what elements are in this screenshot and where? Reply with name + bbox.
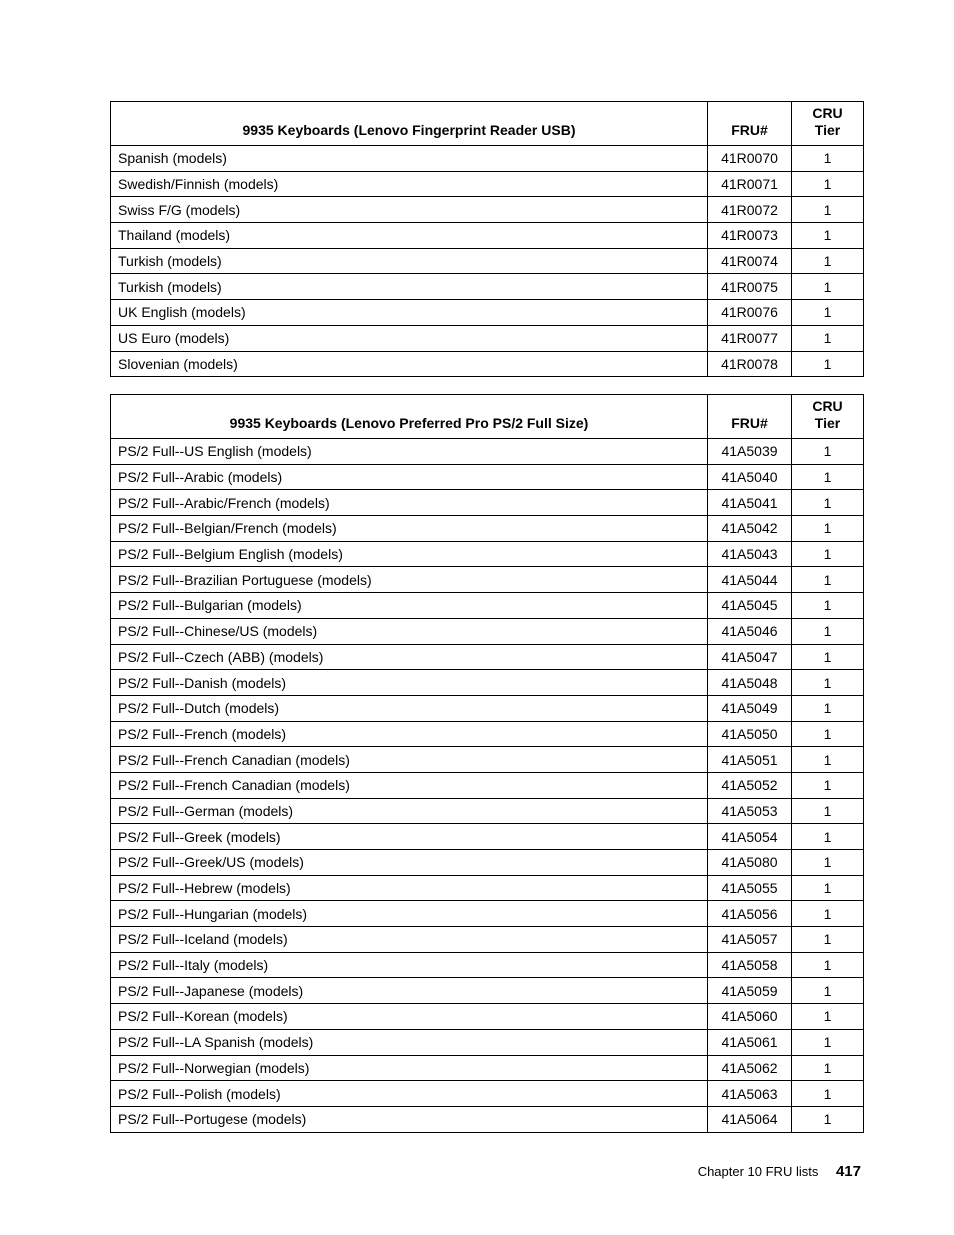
table-row	[111, 747, 864, 773]
table-header-row	[111, 395, 864, 439]
table-row	[111, 171, 864, 197]
table-row	[111, 670, 864, 696]
fru-number-cell: 41R0072	[708, 197, 792, 223]
fru-number-cell: 41R0078	[708, 351, 792, 377]
cru-tier-cell: 1	[792, 593, 864, 619]
table-title: 9935 Keyboards (Lenovo Preferred Pro PS/2 Full Size)	[111, 395, 708, 439]
table-row	[111, 351, 864, 377]
cru-tier-cell: 1	[792, 171, 864, 197]
description-cell: US Euro (models)	[111, 325, 708, 351]
fru-number-cell: 41A5046	[708, 618, 792, 644]
cru-tier-cell: 1	[792, 567, 864, 593]
description-cell: PS/2 Full--Norwegian (models)	[111, 1055, 708, 1081]
cru-tier-cell: 1	[792, 927, 864, 953]
description-cell: PS/2 Full--Dutch (models)	[111, 695, 708, 721]
table-row	[111, 1004, 864, 1030]
cru-tier-cell: 1	[792, 439, 864, 465]
description-cell: PS/2 Full--Brazilian Portuguese (models)	[111, 567, 708, 593]
cru-tier-cell: 1	[792, 952, 864, 978]
fru-number-cell: 41A5051	[708, 747, 792, 773]
fru-number-cell: 41A5054	[708, 824, 792, 850]
cru-tier-cell: 1	[792, 1081, 864, 1107]
cru-tier-cell: 1	[792, 798, 864, 824]
cru-tier-column-header: CRU Tier	[792, 102, 864, 146]
fru-number-cell: 41A5048	[708, 670, 792, 696]
chapter-label: Chapter 10 FRU lists	[697, 1164, 819, 1179]
fru-number-cell: 41A5044	[708, 567, 792, 593]
description-cell: PS/2 Full--Korean (models)	[111, 1004, 708, 1030]
description-cell: Swiss F/G (models)	[111, 197, 708, 223]
fru-number-cell: 41A5041	[708, 490, 792, 516]
cru-tier-cell: 1	[792, 223, 864, 249]
cru-tier-cell: 1	[792, 516, 864, 542]
fru-number-cell: 41A5043	[708, 541, 792, 567]
fru-number-cell: 41R0071	[708, 171, 792, 197]
table-row	[111, 644, 864, 670]
fru-number-cell: 41A5057	[708, 927, 792, 953]
table-row	[111, 721, 864, 747]
table-row	[111, 146, 864, 172]
cru-tier-cell: 1	[792, 824, 864, 850]
description-cell: PS/2 Full--LA Spanish (models)	[111, 1029, 708, 1055]
description-cell: Thailand (models)	[111, 223, 708, 249]
table-row	[111, 772, 864, 798]
description-cell: PS/2 Full--Belgium English (models)	[111, 541, 708, 567]
table-row	[111, 798, 864, 824]
table-row	[111, 978, 864, 1004]
table-row	[111, 927, 864, 953]
cru-tier-cell: 1	[792, 490, 864, 516]
fru-number-cell: 41A5080	[708, 850, 792, 876]
cru-tier-cell: 1	[792, 721, 864, 747]
cru-tier-cell: 1	[792, 772, 864, 798]
table-row	[111, 875, 864, 901]
description-cell: PS/2 Full--Polish (models)	[111, 1081, 708, 1107]
table-row	[111, 490, 864, 516]
cru-tier-column-header: CRU Tier	[792, 395, 864, 439]
fru-number-cell: 41A5052	[708, 772, 792, 798]
cru-tier-cell: 1	[792, 197, 864, 223]
table-row	[111, 901, 864, 927]
cru-tier-cell: 1	[792, 1004, 864, 1030]
fru-number-cell: 41A5056	[708, 901, 792, 927]
description-cell: PS/2 Full--Iceland (models)	[111, 927, 708, 953]
table-row	[111, 1081, 864, 1107]
table-row	[111, 439, 864, 465]
cru-tier-cell: 1	[792, 901, 864, 927]
description-cell: PS/2 Full--Japanese (models)	[111, 978, 708, 1004]
table-row	[111, 516, 864, 542]
fru-number-cell: 41A5059	[708, 978, 792, 1004]
table-row	[111, 695, 864, 721]
table-row	[111, 1106, 864, 1132]
description-cell: PS/2 Full--Czech (ABB) (models)	[111, 644, 708, 670]
description-cell: PS/2 Full--Chinese/US (models)	[111, 618, 708, 644]
fru-number-cell: 41A5049	[708, 695, 792, 721]
description-cell: PS/2 Full--Belgian/French (models)	[111, 516, 708, 542]
description-cell: PS/2 Full--French (models)	[111, 721, 708, 747]
table-row	[111, 567, 864, 593]
description-cell: PS/2 Full--Portugese (models)	[111, 1106, 708, 1132]
description-cell: Swedish/Finnish (models)	[111, 171, 708, 197]
table-row	[111, 824, 864, 850]
cru-tier-cell: 1	[792, 1055, 864, 1081]
description-cell: PS/2 Full--Danish (models)	[111, 670, 708, 696]
description-cell: PS/2 Full--French Canadian (models)	[111, 772, 708, 798]
cru-tier-cell: 1	[792, 670, 864, 696]
table-row	[111, 248, 864, 274]
cru-tier-cell: 1	[792, 1106, 864, 1132]
fru-number-cell: 41R0077	[708, 325, 792, 351]
table-row	[111, 593, 864, 619]
cru-tier-cell: 1	[792, 695, 864, 721]
fru-number-cell: 41A5039	[708, 439, 792, 465]
cru-tier-cell: 1	[792, 875, 864, 901]
cru-tier-cell: 1	[792, 978, 864, 1004]
table-row	[111, 1029, 864, 1055]
fru-number-cell: 41R0074	[708, 248, 792, 274]
fru-number-cell: 41A5053	[708, 798, 792, 824]
table-row	[111, 325, 864, 351]
cru-tier-cell: 1	[792, 248, 864, 274]
fru-number-cell: 41A5047	[708, 644, 792, 670]
fru-number-cell: 41A5061	[708, 1029, 792, 1055]
cru-tier-cell: 1	[792, 850, 864, 876]
fru-number-cell: 41A5064	[708, 1106, 792, 1132]
table-title: 9935 Keyboards (Lenovo Fingerprint Reader USB)	[111, 102, 708, 146]
table-row	[111, 952, 864, 978]
fru-number-cell: 41R0070	[708, 146, 792, 172]
description-cell: Slovenian (models)	[111, 351, 708, 377]
description-cell: PS/2 Full--Hebrew (models)	[111, 875, 708, 901]
page-footer	[698, 1163, 861, 1180]
cru-tier-cell: 1	[792, 464, 864, 490]
cru-tier-cell: 1	[792, 644, 864, 670]
description-cell: Spanish (models)	[111, 146, 708, 172]
fru-table-preferred-pro-ps2	[110, 394, 864, 1133]
cru-tier-cell: 1	[792, 300, 864, 326]
fru-column-header: FRU#	[708, 102, 792, 146]
fru-number-cell: 41A5040	[708, 464, 792, 490]
table-header-row	[111, 102, 864, 146]
description-cell: PS/2 Full--US English (models)	[111, 439, 708, 465]
fru-number-cell: 41A5042	[708, 516, 792, 542]
table-row	[111, 618, 864, 644]
fru-number-cell: 41A5050	[708, 721, 792, 747]
cru-tier-cell: 1	[792, 541, 864, 567]
cru-tier-cell: 1	[792, 1029, 864, 1055]
table-row	[111, 1055, 864, 1081]
description-cell: PS/2 Full--German (models)	[111, 798, 708, 824]
description-cell: Turkish (models)	[111, 274, 708, 300]
cru-tier-cell: 1	[792, 747, 864, 773]
description-cell: PS/2 Full--Arabic (models)	[111, 464, 708, 490]
cru-tier-cell: 1	[792, 274, 864, 300]
description-cell: PS/2 Full--French Canadian (models)	[111, 747, 708, 773]
table-row	[111, 300, 864, 326]
fru-number-cell: 41R0076	[708, 300, 792, 326]
cru-tier-cell: 1	[792, 351, 864, 377]
fru-number-cell: 41A5058	[708, 952, 792, 978]
cru-tier-cell: 1	[792, 618, 864, 644]
table-row	[111, 541, 864, 567]
fru-number-cell: 41A5055	[708, 875, 792, 901]
page-number: 417	[835, 1163, 861, 1180]
description-cell: Turkish (models)	[111, 248, 708, 274]
table-row	[111, 850, 864, 876]
fru-number-cell: 41R0075	[708, 274, 792, 300]
cru-tier-cell: 1	[792, 325, 864, 351]
table-row	[111, 464, 864, 490]
description-cell: PS/2 Full--Bulgarian (models)	[111, 593, 708, 619]
table-row	[111, 223, 864, 249]
fru-number-cell: 41A5060	[708, 1004, 792, 1030]
fru-column-header: FRU#	[708, 395, 792, 439]
description-cell: UK English (models)	[111, 300, 708, 326]
fru-number-cell: 41A5063	[708, 1081, 792, 1107]
description-cell: PS/2 Full--Greek (models)	[111, 824, 708, 850]
description-cell: PS/2 Full--Greek/US (models)	[111, 850, 708, 876]
description-cell: PS/2 Full--Arabic/French (models)	[111, 490, 708, 516]
fru-number-cell: 41A5045	[708, 593, 792, 619]
fru-table-fingerprint-usb	[110, 101, 864, 377]
fru-number-cell: 41A5062	[708, 1055, 792, 1081]
description-cell: PS/2 Full--Hungarian (models)	[111, 901, 708, 927]
description-cell: PS/2 Full--Italy (models)	[111, 952, 708, 978]
table-row	[111, 197, 864, 223]
cru-tier-cell: 1	[792, 146, 864, 172]
table-row	[111, 274, 864, 300]
fru-number-cell: 41R0073	[708, 223, 792, 249]
